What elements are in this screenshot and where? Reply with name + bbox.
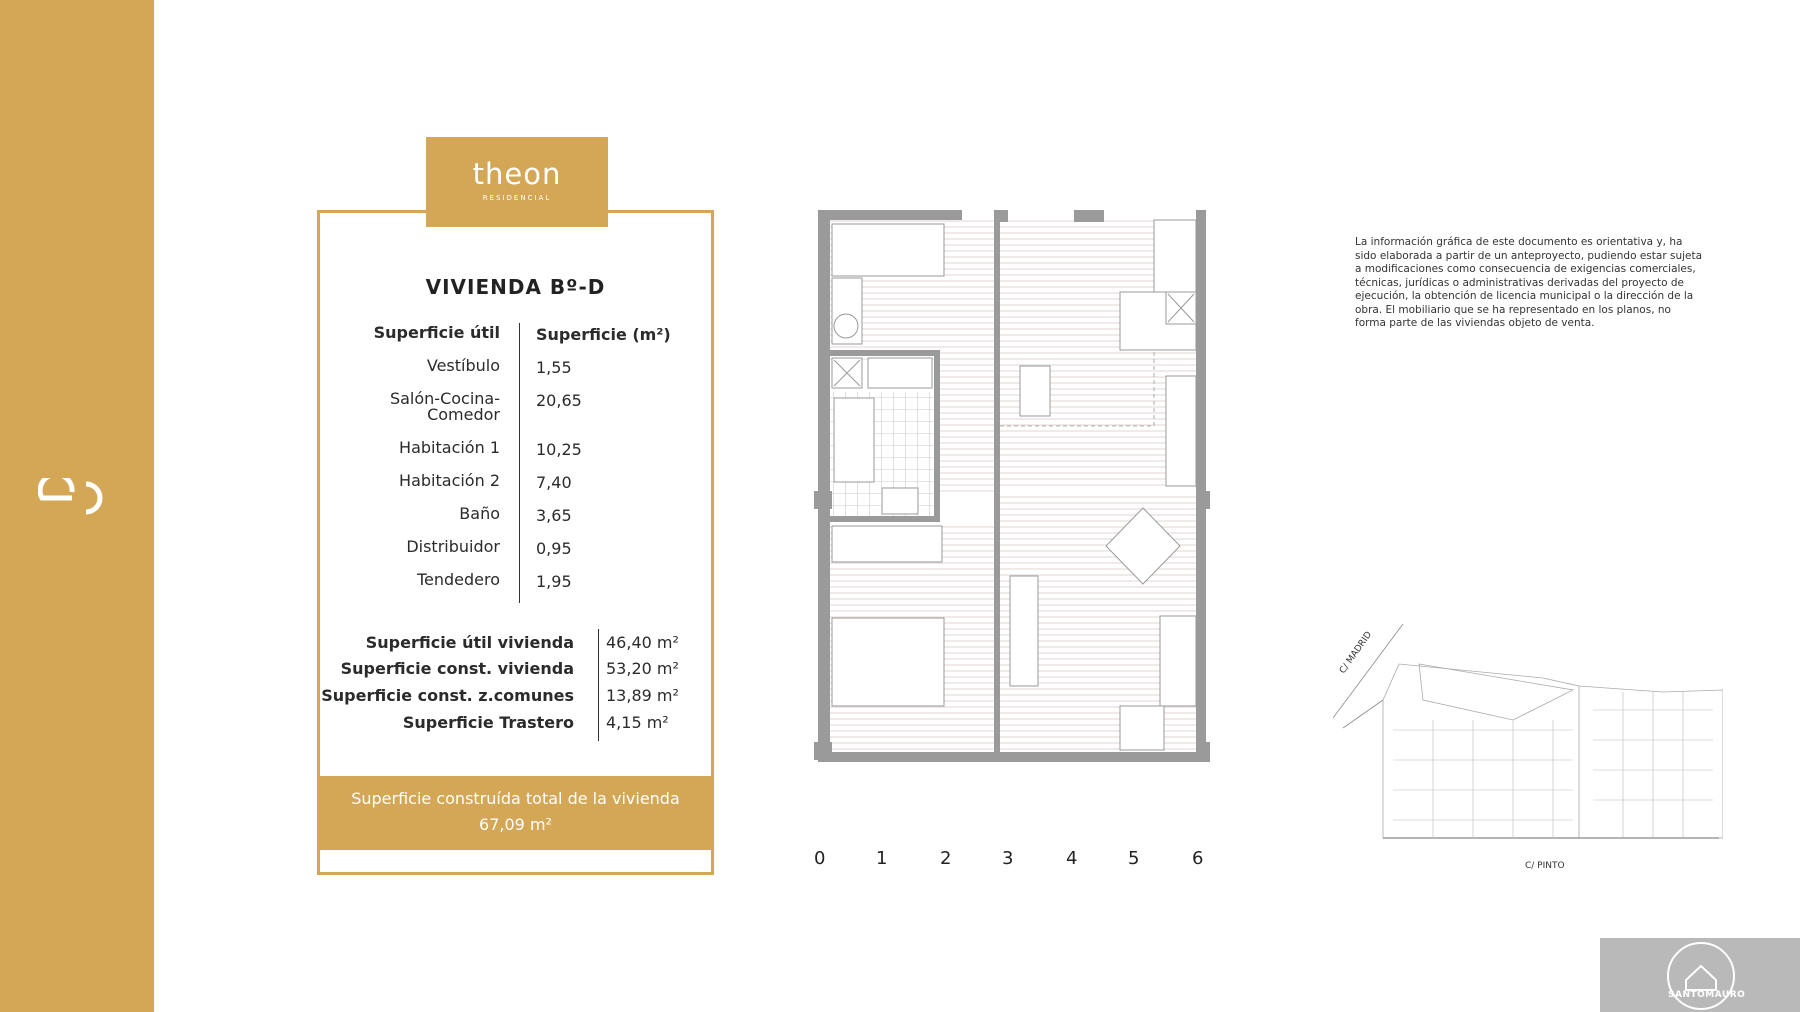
room-name: Distribuidor [406, 537, 500, 556]
room-name: Vestíbulo [426, 356, 500, 375]
summary-name: Superficie útil vivienda [365, 633, 574, 652]
summary-value: 53,20 m² [606, 659, 679, 678]
ec-logo-icon [38, 478, 114, 518]
summary-name: Superficie const. z.comunes [321, 686, 574, 705]
scale-label: 6 [1192, 848, 1204, 869]
room-value: 0,95 [536, 539, 572, 558]
hall-floor [940, 356, 996, 492]
summary-divider [598, 629, 599, 741]
stamp-text: SANTOMAURO [1668, 990, 1746, 1000]
street-pinto-label: C/ PINTO [1525, 861, 1565, 871]
summary-name: Superficie const. vivienda [340, 659, 574, 678]
room-name: Salón-Cocina-Comedor [389, 389, 500, 424]
brand-name: theon [472, 157, 562, 191]
site-plan [1333, 620, 1723, 850]
scale-label: 5 [1128, 848, 1140, 869]
disclaimer-text: La información gráfica de este documento es orientativa y, ha sido elaborada a partir de un anteproyecto, pudiendo estar sujeta a modificaciones como consecuencia de exigencias comerciales, técnicas, jurídicas o administrativas derivadas del proyecto de ejecución, la obtención de licencia municipal o la dirección de la obra. El mobiliario que se ha representado en los planos, no forma parte de las viviendas objeto de venta. [1355, 236, 1703, 329]
room-name: Habitación 2 [399, 471, 500, 490]
floor-plan [810, 206, 1210, 766]
gold-sidebar [0, 0, 154, 1012]
scale-label: 1 [876, 848, 888, 869]
brand-subtitle: RESIDENCIAL [482, 194, 552, 202]
brand-tab [426, 137, 608, 227]
street-madrid-label: C/ MADRID [1338, 629, 1375, 676]
summary-value: 4,15 m² [606, 713, 669, 732]
room-value: 7,40 [536, 473, 572, 492]
table-divider [519, 323, 520, 603]
summary-name: Superficie Trastero [402, 713, 574, 732]
total-surface-bar [320, 776, 711, 850]
stamp-house-icon [1600, 938, 1800, 1012]
scale-label: 0 [814, 848, 826, 869]
room-value: 1,55 [536, 358, 572, 377]
scale-label: 3 [1002, 848, 1014, 869]
total-value: 67,09 m² [479, 815, 552, 834]
surface-card [317, 210, 714, 875]
room-value: 20,65 [536, 391, 582, 410]
total-label: Superficie construída total de la vivienda [351, 789, 680, 808]
room-value: 1,95 [536, 572, 572, 591]
room-name: Baño [459, 504, 500, 523]
summary-value: 46,40 m² [606, 633, 679, 652]
card-title: VIVIENDA Bº-D [425, 275, 606, 299]
room-value: 10,25 [536, 440, 582, 459]
scale-label: 4 [1066, 848, 1078, 869]
room-value: 3,65 [536, 506, 572, 525]
summary-value: 13,89 m² [606, 686, 679, 705]
room-name: Tendedero [416, 570, 500, 589]
watermark-stamp [1600, 938, 1800, 1012]
header-value: Superficie (m²) [536, 325, 671, 344]
room-name: Habitación 1 [399, 438, 500, 457]
header-name: Superficie útil [373, 323, 500, 342]
scale-label: 2 [940, 848, 952, 869]
